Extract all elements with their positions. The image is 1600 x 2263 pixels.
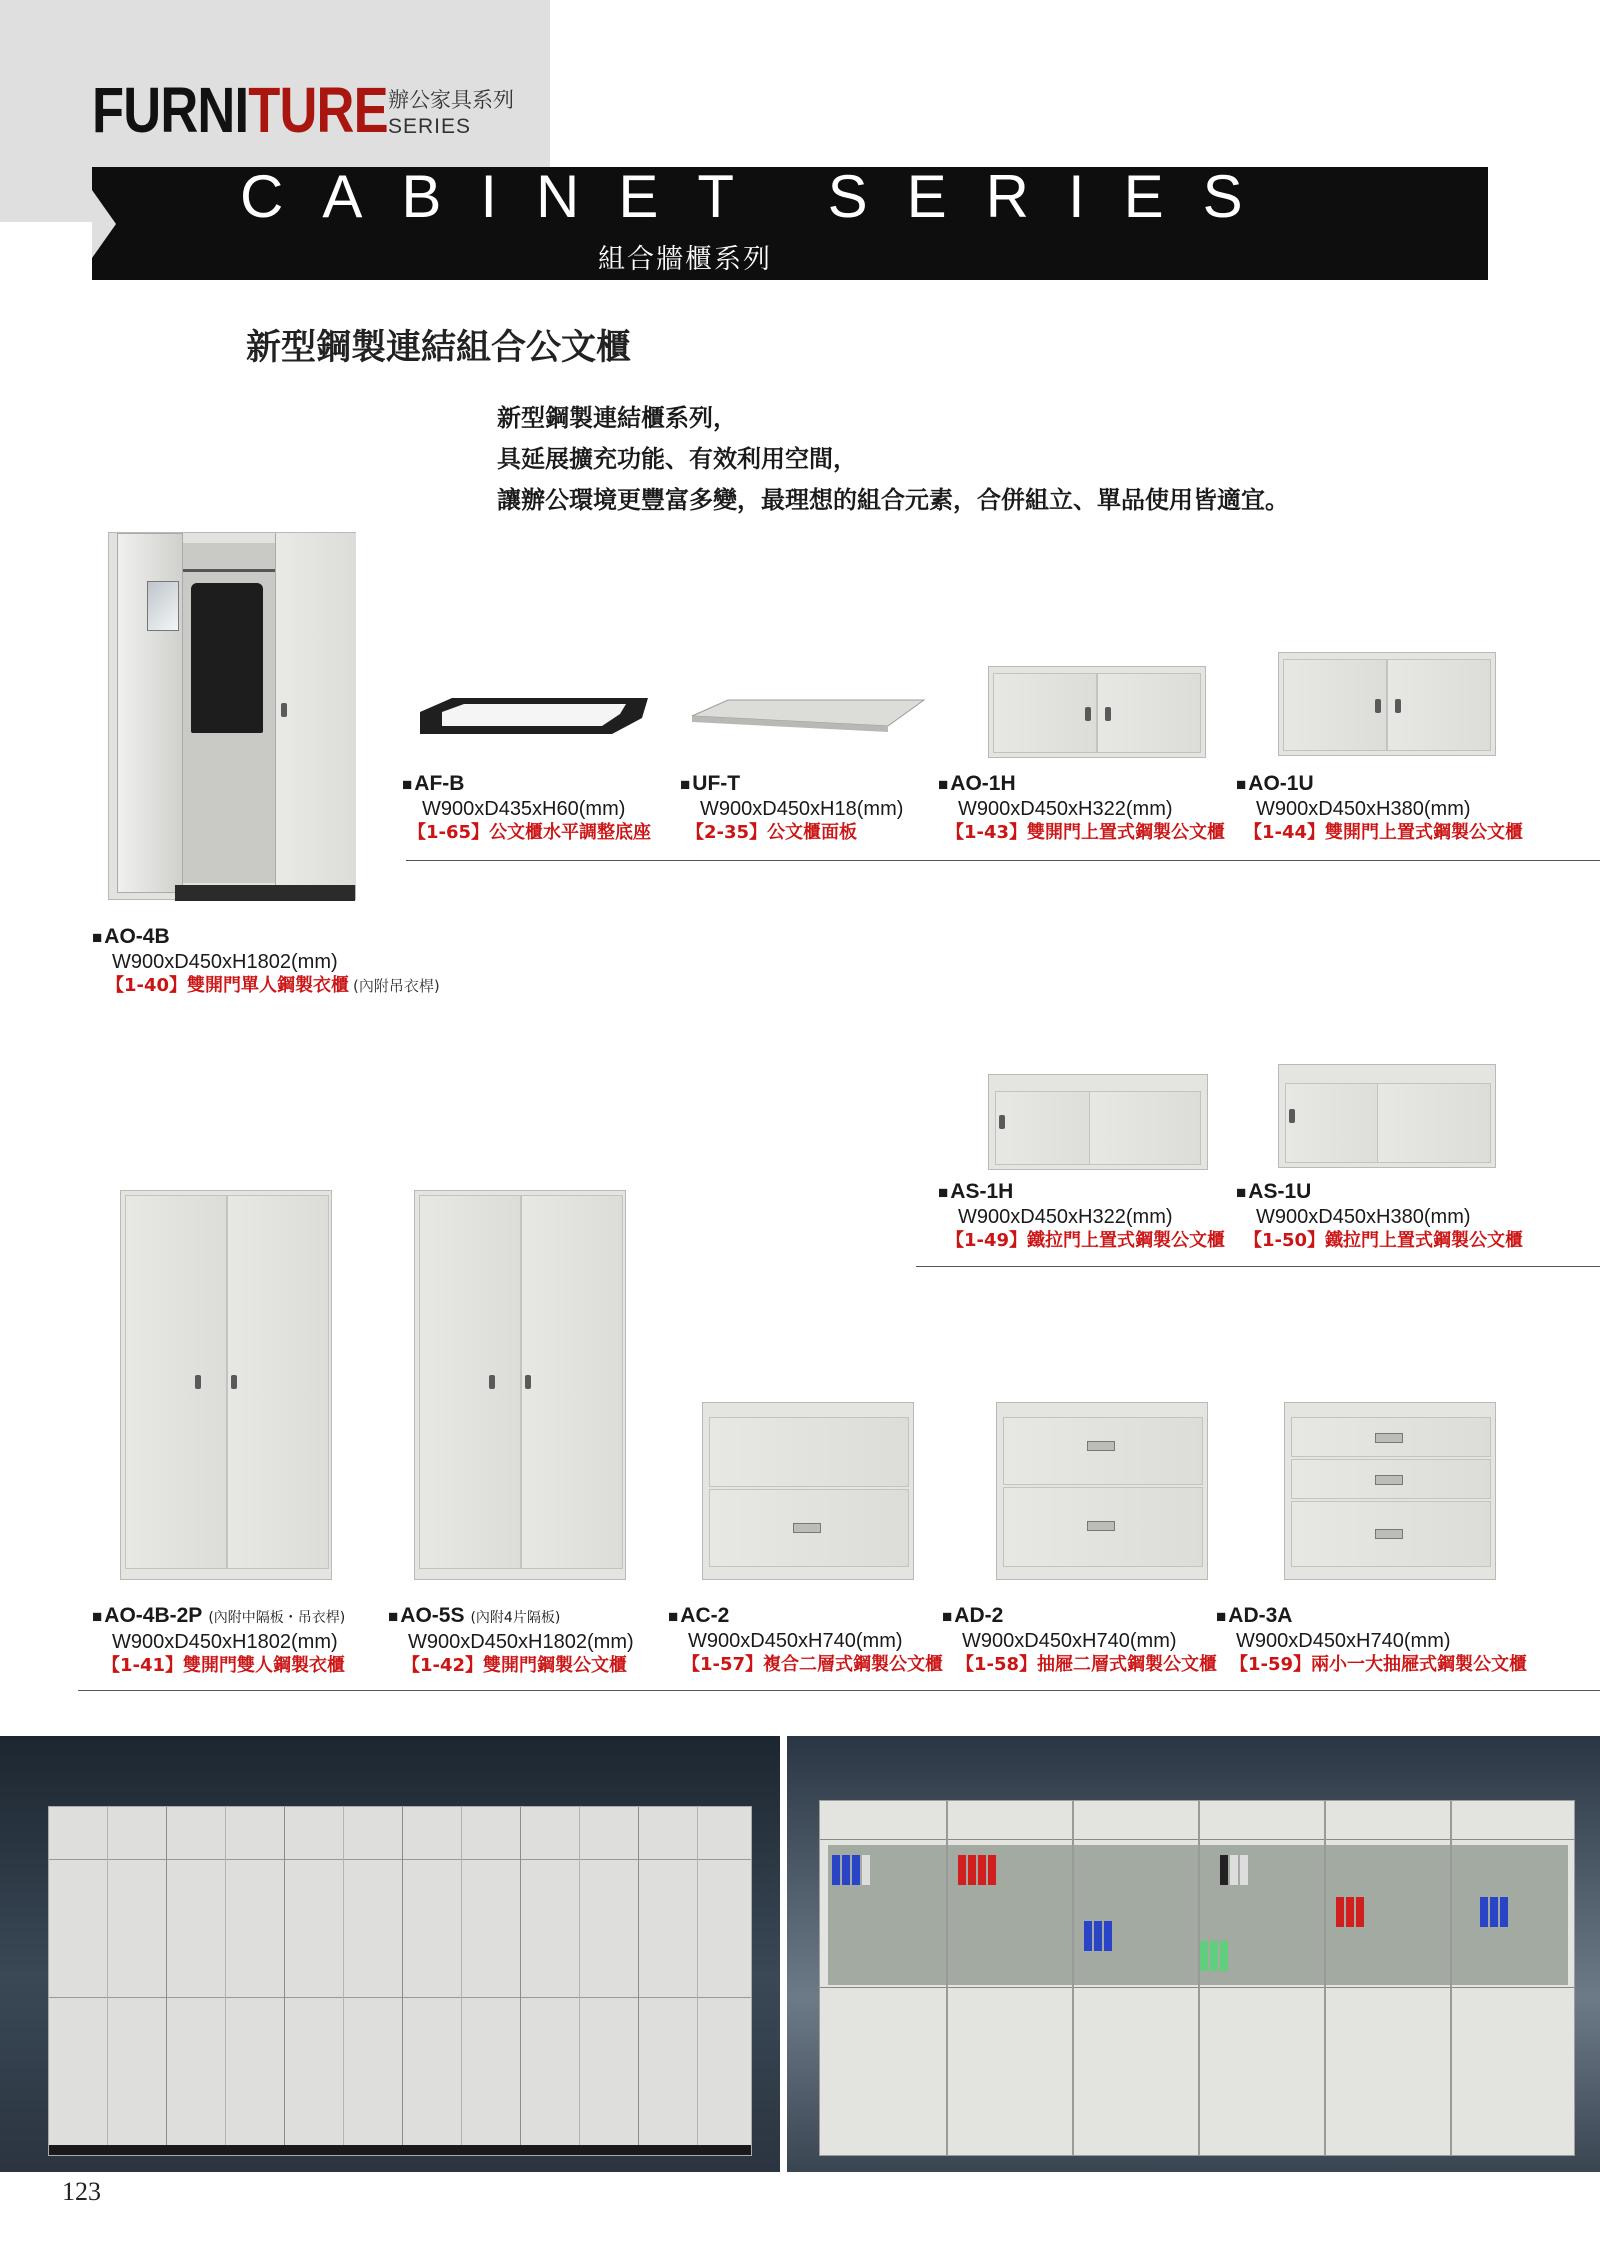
product-image-as-1u bbox=[1278, 1064, 1496, 1168]
product-dimensions: W900xD450xH380(mm) bbox=[1256, 1206, 1471, 1228]
handle-icon bbox=[1289, 1109, 1295, 1123]
product-caption-ac-2 bbox=[668, 1604, 943, 1677]
handle-icon bbox=[525, 1375, 531, 1389]
product-caption-ao-1u bbox=[1236, 772, 1523, 845]
product-image-ao-4b-2p bbox=[120, 1190, 332, 1580]
divider-rule bbox=[916, 1266, 1600, 1267]
product-description: 【1-50】鐵拉門上置式鋼製公文櫃 bbox=[1244, 1230, 1524, 1251]
brand-subtitle-en: SERIES bbox=[388, 115, 472, 138]
product-description: 【1-49】鐵拉門上置式鋼製公文櫃 bbox=[946, 1230, 1226, 1251]
product-note: (內附吊衣桿) bbox=[353, 977, 440, 995]
product-dimensions: W900xD450xH740(mm) bbox=[962, 1630, 1177, 1652]
brand-subtitle-zh: 辦公家具系列 bbox=[388, 88, 514, 112]
product-code: ■ AS-1U bbox=[1236, 1180, 1523, 1205]
handle-icon bbox=[281, 703, 287, 717]
handle-icon bbox=[1105, 707, 1111, 721]
product-caption-as-1h bbox=[938, 1180, 1225, 1253]
product-code: ■ AD-2 bbox=[942, 1604, 1217, 1629]
drawer-handle-icon bbox=[793, 1523, 821, 1533]
product-caption-af-b bbox=[402, 772, 651, 845]
product-image-uf-t bbox=[688, 694, 928, 742]
product-code: ■ AO-1H bbox=[938, 772, 1225, 797]
product-caption-ao-4b-2p bbox=[92, 1604, 345, 1678]
product-description: 【1-40】雙開門單人鋼製衣櫃 bbox=[106, 975, 350, 996]
product-dimensions: W900xD435xH60(mm) bbox=[422, 798, 626, 820]
product-image-ad-2 bbox=[996, 1402, 1208, 1580]
product-dimensions: W900xD450xH740(mm) bbox=[688, 1630, 903, 1652]
handle-icon bbox=[1375, 699, 1381, 713]
product-code: ■ AS-1H bbox=[938, 1180, 1225, 1205]
drawer-handle-icon bbox=[1087, 1441, 1115, 1451]
product-image-af-b bbox=[412, 690, 652, 752]
product-caption-ao-1h bbox=[938, 772, 1225, 845]
product-image-ao-5s bbox=[414, 1190, 626, 1580]
product-image-ao-1u bbox=[1278, 652, 1496, 756]
product-note: (內附中隔板・吊衣桿) bbox=[208, 1610, 346, 1626]
product-image-as-1h bbox=[988, 1074, 1208, 1170]
page-heading: 新型鋼製連結組合公文櫃 bbox=[246, 328, 632, 368]
product-description: 【2-35】公文櫃面板 bbox=[686, 822, 858, 843]
brand-logo bbox=[92, 74, 388, 146]
product-code: ■ AO-4B bbox=[92, 925, 440, 950]
handle-icon bbox=[1085, 707, 1091, 721]
intro-line: 新型鋼製連結櫃系列， bbox=[497, 404, 737, 432]
photo-filing-wall bbox=[787, 1736, 1600, 2172]
product-dimensions: W900xD450xH322(mm) bbox=[958, 1206, 1173, 1228]
product-dimensions: W900xD450xH1802(mm) bbox=[408, 1631, 634, 1653]
product-note: (內附4片隔板) bbox=[470, 1610, 561, 1626]
handle-icon bbox=[999, 1115, 1005, 1129]
product-image-ao-4b bbox=[108, 532, 356, 900]
product-description: 【1-59】兩小一大抽屜式鋼製公文櫃 bbox=[1230, 1654, 1528, 1675]
handle-icon bbox=[231, 1375, 237, 1389]
product-description: 【1-65】公文櫃水平調整底座 bbox=[408, 822, 652, 843]
product-code: ■ AF-B bbox=[402, 772, 651, 797]
product-caption-as-1u bbox=[1236, 1180, 1523, 1253]
handle-icon bbox=[1395, 699, 1401, 713]
product-dimensions: W900xD450xH380(mm) bbox=[1256, 798, 1471, 820]
handle-icon bbox=[489, 1375, 495, 1389]
product-description: 【1-43】雙開門上置式鋼製公文櫃 bbox=[946, 822, 1226, 843]
product-code: ■ AC-2 bbox=[668, 1604, 943, 1629]
product-description: 【1-42】雙開門鋼製公文櫃 bbox=[402, 1655, 628, 1676]
product-caption-uf-t bbox=[680, 772, 903, 845]
divider-rule bbox=[78, 1690, 1600, 1691]
intro-line: 具延展擴充功能、有效利用空間， bbox=[497, 445, 857, 473]
photo-wardrobe-wall bbox=[0, 1736, 780, 2172]
drawer-handle-icon bbox=[1375, 1529, 1403, 1539]
product-image-ac-2 bbox=[702, 1402, 914, 1580]
intro-line: 讓辦公環境更豐富多變，最理想的組合元素，合併組立、單品使用皆適宜。 bbox=[497, 486, 1289, 514]
product-dimensions: W900xD450xH18(mm) bbox=[700, 798, 904, 820]
handle-icon bbox=[195, 1375, 201, 1389]
product-dimensions: W900xD450xH740(mm) bbox=[1236, 1630, 1451, 1652]
product-description: 【1-44】雙開門上置式鋼製公文櫃 bbox=[1244, 822, 1524, 843]
product-image-ao-1h bbox=[988, 666, 1206, 758]
intro-text bbox=[497, 398, 1289, 521]
product-dimensions: W900xD450xH1802(mm) bbox=[112, 951, 338, 973]
product-image-ad-3a bbox=[1284, 1402, 1496, 1580]
product-code: ■ AO-1U bbox=[1236, 772, 1523, 797]
product-caption-ad-2 bbox=[942, 1604, 1217, 1677]
drawer-handle-icon bbox=[1375, 1475, 1403, 1485]
product-code: AO-5S bbox=[400, 1604, 465, 1627]
product-dimensions: W900xD450xH1802(mm) bbox=[112, 1631, 338, 1653]
product-description: 【1-57】複合二層式鋼製公文櫃 bbox=[682, 1654, 944, 1675]
drawer-handle-icon bbox=[1375, 1433, 1403, 1443]
product-code: AO-4B-2P bbox=[104, 1604, 203, 1627]
product-description: 【1-41】雙開門雙人鋼製衣櫃 bbox=[102, 1655, 346, 1676]
drawer-handle-icon bbox=[1087, 1521, 1115, 1531]
brand-logo-part1: FURNI bbox=[92, 74, 249, 146]
product-caption-ad-3a bbox=[1216, 1604, 1527, 1677]
product-code: ■ UF-T bbox=[680, 772, 903, 797]
banner-subtitle: 組合牆櫃系列 bbox=[598, 244, 772, 275]
product-code: ■ AD-3A bbox=[1216, 1604, 1527, 1629]
product-caption-ao-4b bbox=[92, 925, 440, 998]
brand-logo-part2: TURE bbox=[248, 74, 388, 146]
product-description: 【1-58】抽屜二層式鋼製公文櫃 bbox=[956, 1654, 1218, 1675]
banner-notch bbox=[92, 190, 116, 258]
page-number: 123 bbox=[62, 2177, 101, 2206]
banner-title: CABINET SERIES bbox=[240, 163, 1282, 230]
product-dimensions: W900xD450xH322(mm) bbox=[958, 798, 1173, 820]
divider-rule bbox=[406, 860, 1600, 861]
product-caption-ao-5s bbox=[388, 1604, 634, 1678]
